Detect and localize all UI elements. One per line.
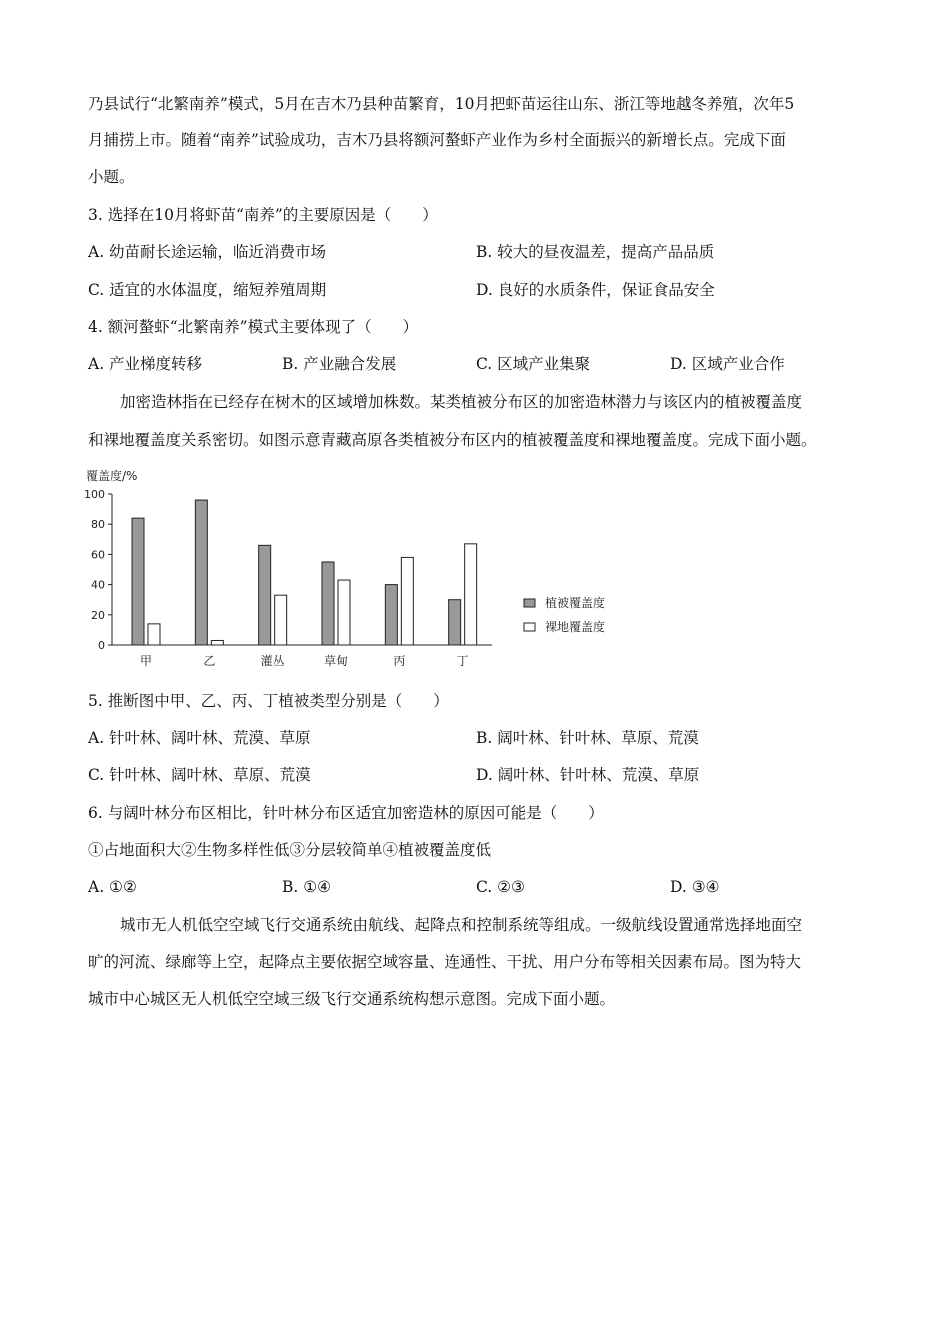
chart-y-tick-label: 20 — [91, 608, 105, 622]
chart-bar-vegetation — [259, 545, 271, 645]
passage-3-line-2: 旷的河流、绿廊等上空，起降点主要依据空域容量、连通性、干扰、用户分布等相关因素布局。图为特大 — [88, 953, 802, 971]
question-6-option-b: B. ①④ — [282, 878, 332, 896]
chart-x-ticks — [140, 653, 469, 668]
chart-y-tick-label: 80 — [91, 518, 105, 532]
question-4-option-c: C. 区域产业集聚 — [476, 355, 591, 373]
question-5-option-b: B. 阔叶林、针叶林、草原、荒漠 — [476, 729, 699, 747]
chart-legend-swatch — [524, 623, 535, 631]
chart-bar-bare-ground — [211, 640, 223, 645]
question-3-option-b: B. 较大的昼夜温差，提高产品品质 — [476, 243, 715, 261]
chart-bar-vegetation — [132, 518, 144, 645]
chart-legend — [524, 595, 605, 634]
chart-bar-bare-ground — [401, 557, 413, 645]
chart-bar-bare-ground — [275, 595, 287, 645]
coverage-bar-chart — [84, 462, 644, 677]
chart-y-tick-label: 60 — [91, 548, 105, 562]
passage-2-line-2: 和裸地覆盖度关系密切。如图示意青藏高原各类植被分布区内的植被覆盖度和裸地覆盖度。完成下面小题。 — [88, 431, 817, 449]
intro-line-1: 乃县试行“北繁南养”模式，5月在吉木乃县种苗繁育，10月把虾苗运往山东、浙江等地越冬养殖，次年5 — [88, 95, 795, 113]
intro-line-2: 月捕捞上市。随着“南养”试验成功，吉木乃县将额河螯虾产业作为乡村全面振兴的新增长点。完成下面 — [88, 131, 786, 149]
question-3-option-c: C. 适宜的水体温度，缩短养殖周期 — [88, 281, 327, 299]
question-4-option-d: D. 区域产业合作 — [670, 355, 785, 373]
question-4-option-a: A. 产业梯度转移 — [88, 355, 203, 373]
chart-bar-vegetation — [449, 600, 461, 645]
chart-x-tick-label: 丁 — [456, 654, 469, 668]
question-4-stem: 4. 额河螯虾“北繁南养”模式主要体现了（ ） — [88, 318, 419, 336]
question-5-option-a: A. 针叶林、阔叶林、荒漠、草原 — [88, 729, 311, 747]
question-3-option-a: A. 幼苗耐长途运输，临近消费市场 — [88, 243, 327, 261]
question-6-option-c: C. ②③ — [476, 878, 525, 896]
question-4-option-b: B. 产业融合发展 — [282, 355, 397, 373]
chart-y-tick-label: 0 — [98, 639, 105, 652]
chart-y-axis-label: 覆盖度/% — [86, 469, 138, 483]
chart-x-tick-label: 丙 — [393, 654, 406, 668]
chart-bars — [132, 500, 477, 645]
question-6-stem: 6. 与阔叶林分布区相比，针叶林分布区适宜加密造林的原因可能是（ ） — [88, 804, 604, 822]
question-3-stem: 3. 选择在10月将虾苗“南养”的主要原因是（ ） — [88, 206, 438, 224]
passage-3-line-1: 城市无人机低空空域飞行交通系统由航线、起降点和控制系统等组成。一级航线设置通常选择地面空 — [120, 916, 803, 934]
question-6-option-a: A. ①② — [88, 878, 137, 896]
passage-2-line-1: 加密造林指在已经存在树木的区域增加株数。某类植被分布区的加密造林潜力与该区内的植被覆盖度 — [120, 393, 803, 411]
chart-x-tick-label: 灌丛 — [260, 654, 285, 668]
chart-y-tick-label: 100 — [84, 488, 105, 501]
chart-bar-bare-ground — [148, 624, 160, 645]
question-5-stem: 5. 推断图中甲、乙、丙、丁植被类型分别是（ ） — [88, 692, 449, 710]
question-6-items: ①占地面积大②生物多样性低③分层较简单④植被覆盖度低 — [88, 841, 492, 859]
chart-y-ticks — [84, 488, 112, 652]
chart-bar-vegetation — [195, 500, 207, 645]
chart-legend-swatch — [524, 599, 535, 607]
chart-legend-label: 裸地覆盖度 — [545, 620, 606, 634]
chart-x-tick-label: 乙 — [203, 654, 216, 668]
chart-bar-bare-ground — [338, 580, 350, 645]
passage-3-line-3: 城市中心城区无人机低空空域三级飞行交通系统构想示意图。完成下面小题。 — [88, 990, 616, 1008]
question-5-option-d: D. 阔叶林、针叶林、荒漠、草原 — [476, 766, 700, 784]
chart-x-tick-label: 甲 — [139, 654, 153, 668]
chart-bar-bare-ground — [465, 544, 477, 645]
chart-legend-label: 植被覆盖度 — [545, 596, 606, 610]
chart-y-tick-label: 40 — [91, 578, 105, 592]
chart-x-tick-label: 草甸 — [323, 654, 349, 668]
question-5-option-c: C. 针叶林、阔叶林、草原、荒漠 — [88, 766, 311, 784]
question-6-option-d: D. ③④ — [670, 878, 720, 896]
intro-line-3: 小题。 — [88, 168, 135, 186]
chart-bar-vegetation — [385, 585, 397, 645]
chart-bar-vegetation — [322, 562, 334, 645]
question-3-option-d: D. 良好的水质条件，保证食品安全 — [476, 281, 715, 299]
